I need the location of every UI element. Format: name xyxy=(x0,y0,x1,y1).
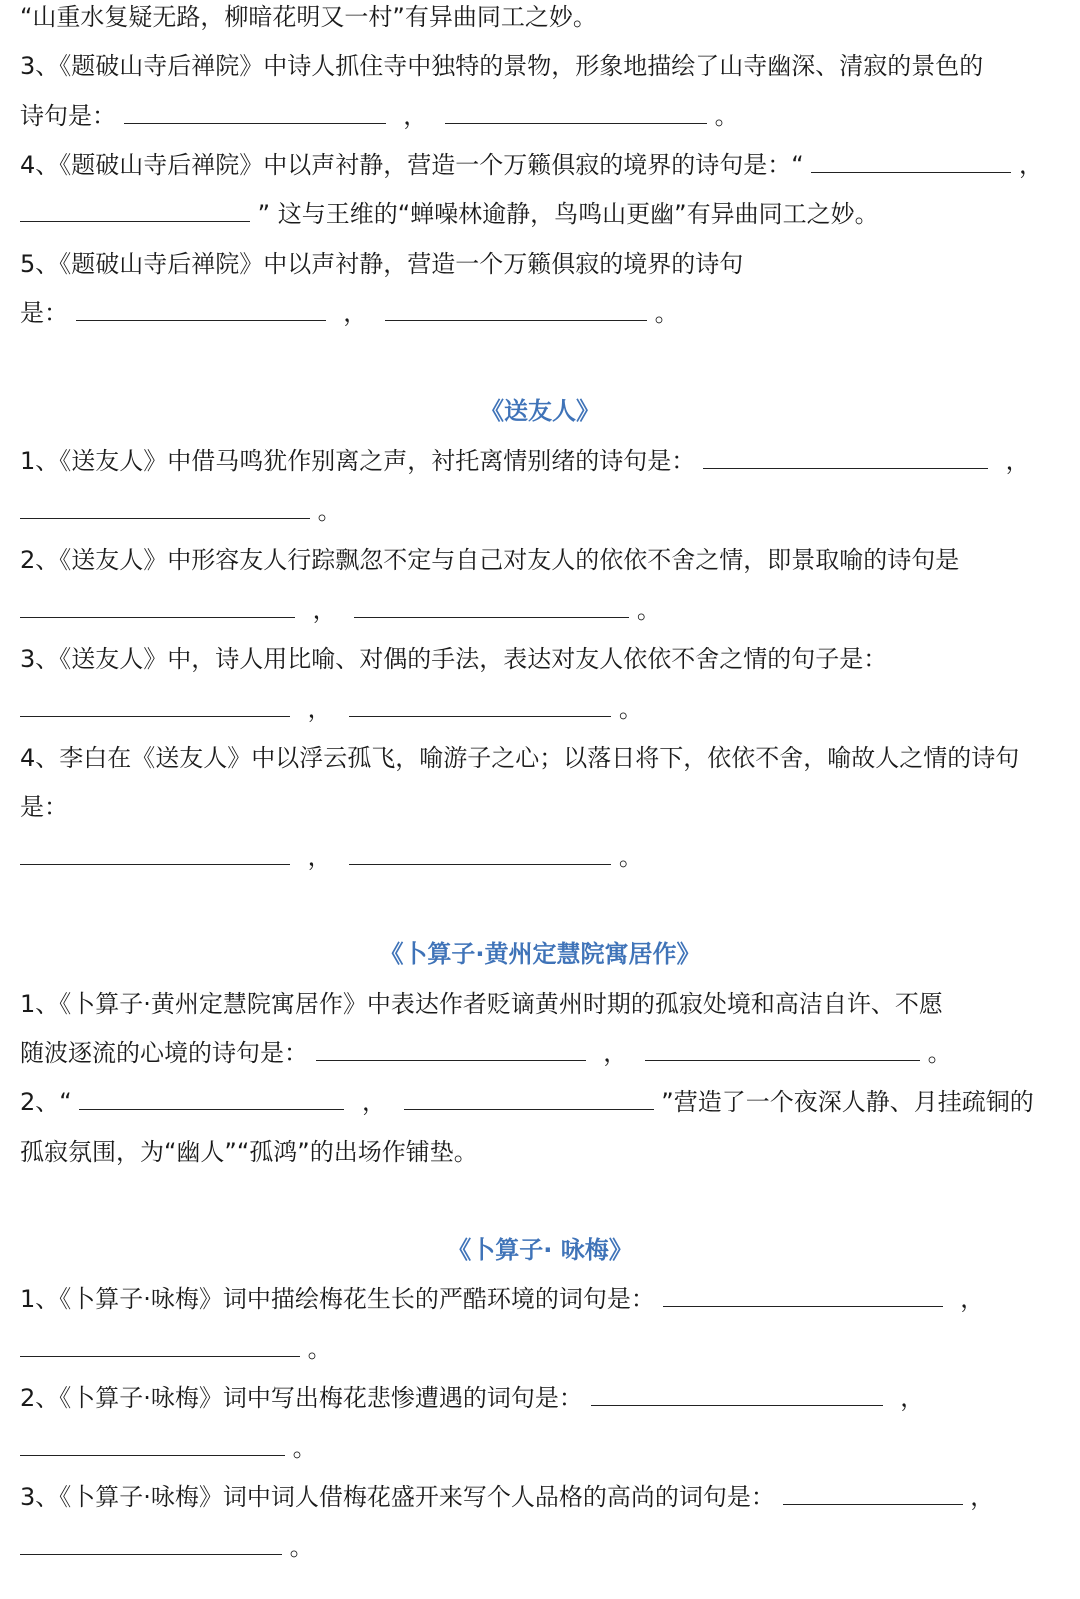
s3-q2-open: 2、“ xyxy=(20,1088,72,1116)
answer-blank[interactable] xyxy=(445,101,707,124)
s1-q5-line2 xyxy=(20,296,679,330)
s2-q4-line2 xyxy=(20,790,68,824)
s2-q3-line2 xyxy=(20,692,643,726)
period: 。 xyxy=(636,596,661,624)
period: 。 xyxy=(289,1533,314,1561)
s3-q1-text: 1、《卜算子·黄州定慧院寓居作》中表达作者贬谪黄州时期的孤寂处境和高洁自许、不愿 xyxy=(20,990,943,1018)
s1-q3-prompt: 诗句是： xyxy=(20,102,116,130)
s2-q1-line2 xyxy=(20,494,342,528)
answer-blank[interactable] xyxy=(20,1532,282,1555)
answer-blank[interactable] xyxy=(811,150,1011,173)
answer-blank[interactable] xyxy=(20,842,290,865)
s1-q4-line2 xyxy=(20,197,879,231)
s1-q5-line1 xyxy=(20,247,743,281)
s2-q4-line3 xyxy=(20,840,643,874)
answer-blank[interactable] xyxy=(20,496,310,519)
answer-blank[interactable] xyxy=(591,1383,883,1406)
s1-q5-text: 5、《题破山寺后禅院》中以声衬静，营造一个万籁俱寂的境界的诗句 xyxy=(20,250,744,278)
s3-q1-line1 xyxy=(20,987,943,1021)
period: 。 xyxy=(292,1434,317,1462)
period: 。 xyxy=(317,497,342,525)
comma: ， xyxy=(403,102,428,130)
answer-blank[interactable] xyxy=(349,694,611,717)
answer-blank[interactable] xyxy=(783,1482,963,1505)
s2-q2-line1 xyxy=(20,543,959,577)
s3-q2-tail: ”营造了一个夜深人静、月挂疏铜的 xyxy=(661,1088,1034,1116)
intro-tail-line xyxy=(20,0,597,34)
answer-blank[interactable] xyxy=(316,1038,586,1061)
period: 。 xyxy=(927,1039,952,1067)
period: 。 xyxy=(307,1335,332,1363)
s3-q1-prompt: 随波逐流的心境的诗句是： xyxy=(20,1039,308,1067)
comma: ， xyxy=(970,1483,995,1511)
s1-q3-text: 3、《题破山寺后禅院》中诗人抓住寺中独特的景物，形象地描绘了山寺幽深、清寂的景色的 xyxy=(20,52,984,80)
s1-q3-line2 xyxy=(20,99,739,133)
answer-blank[interactable] xyxy=(645,1038,920,1061)
s4-q2-text: 2、《卜算子·咏梅》词中写出梅花悲惨遭遇的词句是： xyxy=(20,1384,583,1412)
comma: ， xyxy=(1018,151,1043,179)
s2-q2-line2 xyxy=(20,593,661,627)
period: 。 xyxy=(654,299,679,327)
s1-q4-tail: ” 这与王维的“蝉噪林逾静，鸟鸣山更幽”有异曲同工之妙。 xyxy=(257,200,879,228)
period: 。 xyxy=(714,102,739,130)
answer-blank[interactable] xyxy=(354,595,629,618)
answer-blank[interactable] xyxy=(349,842,611,865)
comma: ， xyxy=(960,1285,985,1313)
s4-q1-text: 1、《卜算子·咏梅》词中描绘梅花生长的严酷环境的词句是： xyxy=(20,1285,655,1313)
comma: ， xyxy=(307,695,332,723)
answer-blank[interactable] xyxy=(20,1334,300,1357)
comma: ， xyxy=(1005,447,1030,475)
s4-q2-line2 xyxy=(20,1431,317,1465)
answer-blank[interactable] xyxy=(20,595,295,618)
comma: ， xyxy=(343,299,368,327)
s1-q5-prompt: 是： xyxy=(20,299,68,327)
s1-q4-line1 xyxy=(20,148,1043,182)
comma: ， xyxy=(307,843,332,871)
section-title-buzuanzi-yongmei: 《卜算子· 咏梅》 xyxy=(447,1236,633,1264)
s4-q3-line2 xyxy=(20,1530,314,1564)
answer-blank[interactable] xyxy=(385,298,647,321)
period: 。 xyxy=(618,843,643,871)
s2-q1-text: 1、《送友人》中借马鸣犹作别离之声，衬托离情别绪的诗句是： xyxy=(20,447,696,475)
s2-q3-text: 3、《送友人》中，诗人用比喻、对偶的手法，表达对友人依依不舍之情的句子是： xyxy=(20,645,888,673)
s3-q2-text: 孤寂氛围，为“幽人”“孤鸿”的出场作铺垫。 xyxy=(20,1138,478,1166)
comma: ， xyxy=(361,1088,386,1116)
answer-blank[interactable] xyxy=(76,298,326,321)
s4-q1-line2 xyxy=(20,1332,332,1366)
answer-blank[interactable] xyxy=(124,101,386,124)
s4-q3-line1 xyxy=(20,1480,994,1514)
s2-q2-text: 2、《送友人》中形容友人行踪飘忽不定与自己对友人的依依不舍之情，即景取喻的诗句是 xyxy=(20,546,960,574)
period: 。 xyxy=(618,695,643,723)
s4-q1-line1 xyxy=(20,1282,984,1316)
s1-q4-text: 4、《题破山寺后禅院》中以声衬静，营造一个万籁俱寂的境界的诗句是：“ xyxy=(20,151,804,179)
s3-q2-line2 xyxy=(20,1135,478,1169)
s2-q4-text: 4、李白在《送友人》中以浮云孤飞，喻游子之心；以落日将下，依依不舍，喻故人之情的诗句 xyxy=(20,744,1020,772)
answer-blank[interactable] xyxy=(79,1087,344,1110)
answer-blank[interactable] xyxy=(703,446,988,469)
section-title-songyouren: 《送友人》 xyxy=(480,397,600,425)
answer-blank[interactable] xyxy=(20,1433,285,1456)
comma: ， xyxy=(312,596,337,624)
answer-blank[interactable] xyxy=(404,1087,654,1110)
s2-q1-line1 xyxy=(20,444,1030,478)
s4-q3-text: 3、《卜算子·咏梅》词中词人借梅花盛开来写个人品格的高尚的词句是： xyxy=(20,1483,775,1511)
s2-q3-line1 xyxy=(20,642,887,676)
comma: ， xyxy=(900,1384,925,1412)
intro-tail-text: “山重水复疑无路，柳暗花明又一村”有异曲同工之妙。 xyxy=(20,3,597,31)
s2-q4-prompt: 是： xyxy=(20,793,68,821)
comma: ， xyxy=(603,1039,628,1067)
answer-blank[interactable] xyxy=(20,694,290,717)
s3-q1-line2 xyxy=(20,1036,952,1070)
s3-q2-line1 xyxy=(20,1085,1034,1119)
s2-q4-line1 xyxy=(20,741,1019,775)
section-title-buzuanzi-huangzhou: 《卜算子·黄州定慧院寓居作》 xyxy=(379,940,701,968)
answer-blank[interactable] xyxy=(663,1284,943,1307)
s1-q3-line1 xyxy=(20,49,983,83)
answer-blank[interactable] xyxy=(20,199,250,222)
s4-q2-line1 xyxy=(20,1381,924,1415)
